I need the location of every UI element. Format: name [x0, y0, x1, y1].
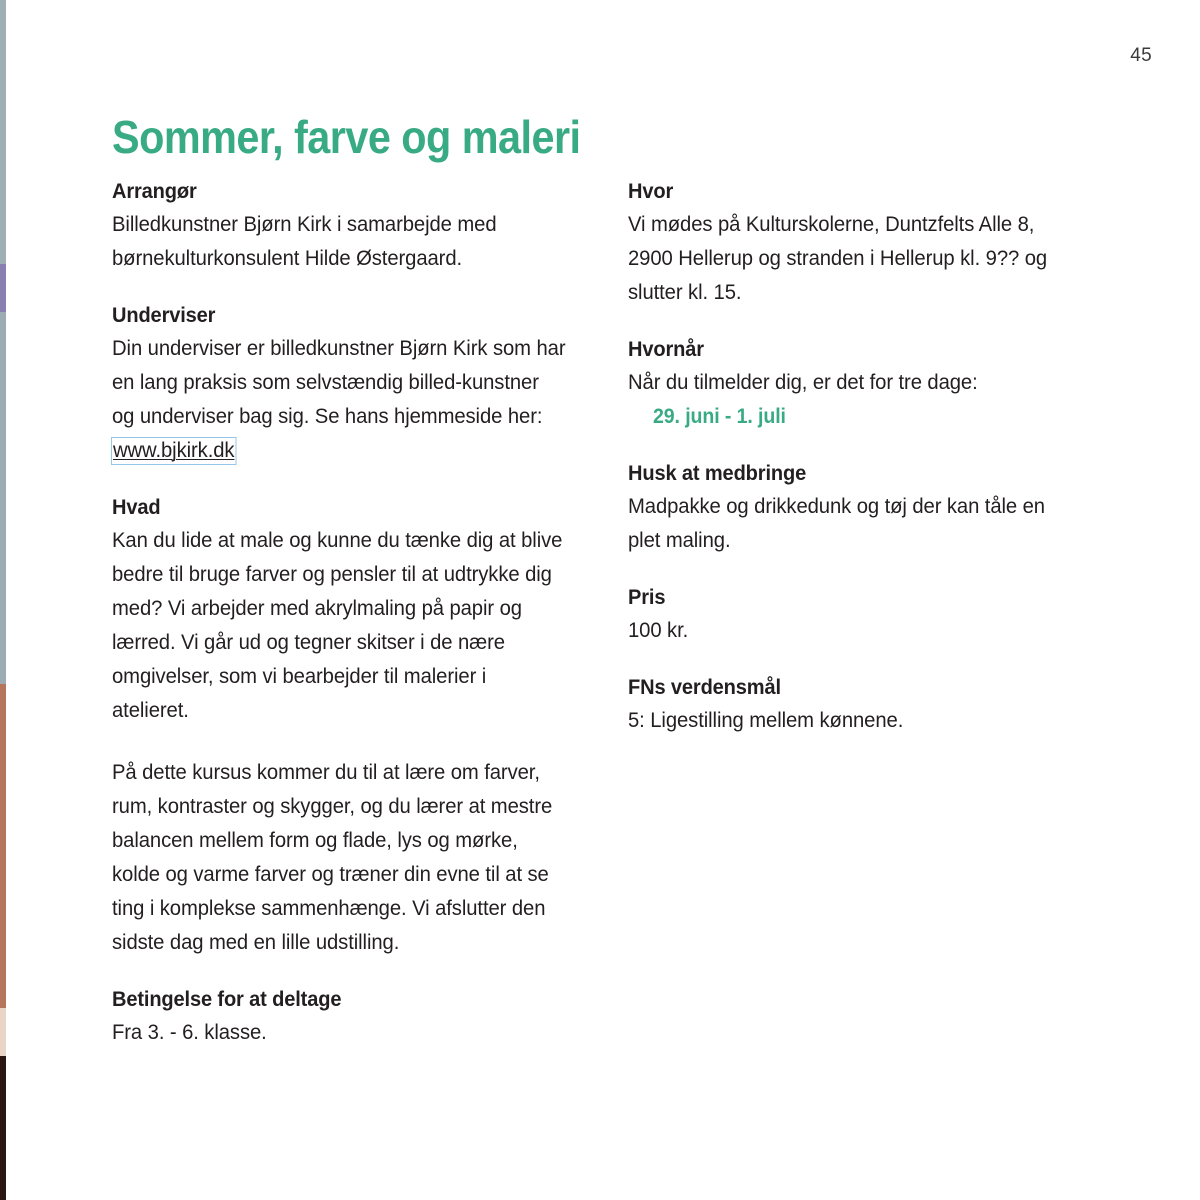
- section-heading-fns-verdensmal: FNs verdensmål: [628, 675, 781, 699]
- edge-strip-segment: [0, 264, 6, 312]
- edge-strip-segment: [0, 1008, 6, 1056]
- section-body-betingelse: Fra 3. - 6. klasse.: [112, 1020, 267, 1044]
- section-heading-hvornar: Hvornår: [628, 337, 704, 361]
- section-body-hvad-paragraph-2: På dette kursus kommer du til at lære om farver, rum, kontraster og skygger, og du lærer at mestre balancen mellem form og flade, lys og mørke, kolde og varme farver og træner din evne til at se ting i komplekse sammenhænge. Vi afslutter den sidste dag med en lille udstilling.: [112, 760, 553, 954]
- section-body-husk-at-medbringe: Madpakke og drikkedunk og tøj der kan tåle en plet maling.: [628, 494, 1045, 552]
- section-heading-underviser: Underviser: [112, 303, 216, 327]
- section-hvor: [628, 178, 1098, 310]
- facing-page-edge-strip: [0, 0, 6, 1200]
- section-body-pris: 100 kr.: [628, 618, 689, 642]
- section-body-arrangor: Billedkunstner Bjørn Kirk i samarbejde med børnekulturkonsulent Hilde Østergaard.: [112, 212, 497, 270]
- section-underviser: [112, 302, 582, 468]
- section-heading-arrangor: Arrangør: [112, 180, 197, 203]
- section-husk-at-medbringe: [628, 460, 1098, 558]
- section-heading-husk-at-medbringe: Husk at medbringe: [628, 461, 807, 485]
- section-betingelse: [112, 986, 582, 1050]
- section-heading-hvad: Hvad: [112, 495, 161, 519]
- edge-strip-segment: [0, 684, 6, 1008]
- underviser-text: Din underviser er billedkunstner Bjørn Kirk som har en lang praksis som selvstændig billed-kunstner og underviser bag sig. Se hans hjemmeside her:: [112, 336, 566, 428]
- section-arrangor: [112, 178, 582, 276]
- section-body-hvornar: Når du tilmelder dig, er det for tre dage:: [628, 370, 978, 394]
- edge-strip-segment: [0, 312, 6, 684]
- section-heading-pris: Pris: [628, 585, 666, 609]
- page-title: Sommer, farve og maleri: [112, 110, 581, 163]
- course-date-range: 29. juni - 1. juli: [653, 404, 786, 428]
- section-body-hvor: Vi mødes på Kulturskolerne, Duntzfelts Alle 8, 2900 Hellerup og stranden i Hellerup kl. 9?? og slutter kl. 15.: [628, 212, 1048, 304]
- section-heading-hvor: Hvor: [628, 180, 674, 203]
- section-body-fns-verdensmal: 5: Ligestilling mellem kønnene.: [628, 708, 904, 732]
- section-body-hvad-paragraph-1: Kan du lide at male og kunne du tænke dig at blive bedre til bruge farver og pensler til at udtrykke dig med? Vi arbejder med akrylmaling på papir og lærred. Vi går ud og tegner skitser i de nære omgivelser, som vi bearbejder til malerier i atelieret.: [112, 528, 563, 722]
- page-number: 45: [1130, 45, 1152, 66]
- edge-strip-segment: [0, 0, 6, 264]
- section-heading-betingelse: Betingelse for at deltage: [112, 987, 342, 1011]
- bjkirk-website-link[interactable]: www.bjkirk.dk: [111, 437, 236, 465]
- right-column: [628, 178, 1098, 738]
- section-body-underviser: [112, 332, 566, 468]
- left-column: [112, 178, 582, 1050]
- section-hvornar: [628, 336, 1098, 434]
- section-hvad: [112, 494, 582, 960]
- edge-strip-segment: [0, 1056, 6, 1200]
- section-fns-verdensmal: [628, 674, 1098, 738]
- section-pris: [628, 584, 1098, 648]
